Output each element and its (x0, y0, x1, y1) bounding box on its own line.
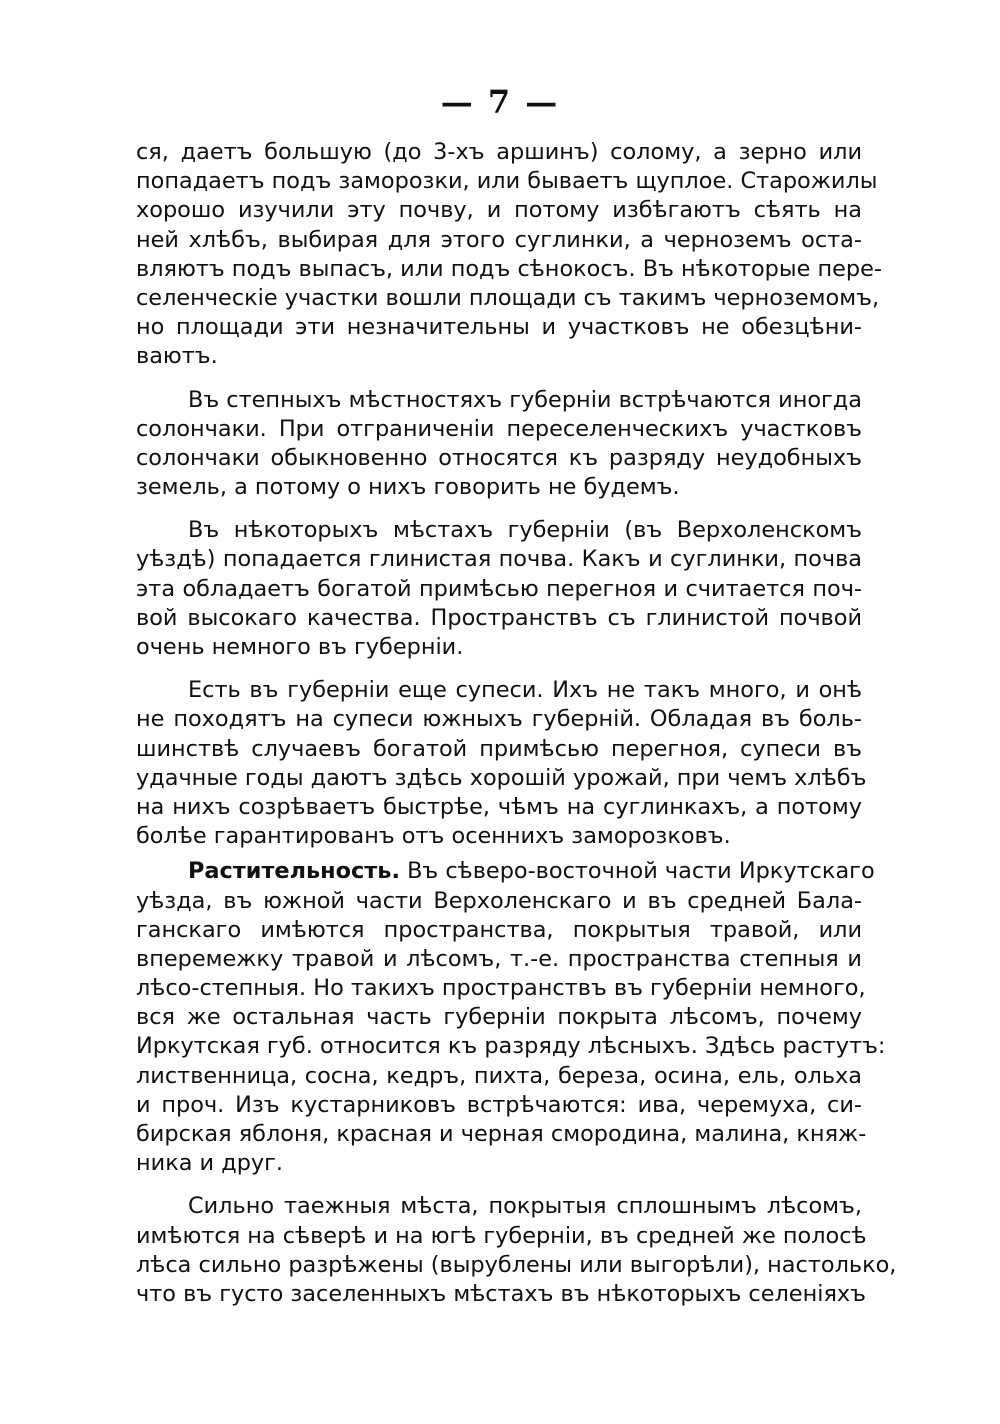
paragraph-1 (136, 138, 882, 372)
text-line: и проч. Изъ кустарниковъ встрѣчаются: ива, черемуха, си- (136, 1091, 862, 1118)
paragraph-3 (136, 516, 862, 662)
text-line: эта обладаетъ богатой примѣсью перегноя и считается поч- (136, 575, 862, 602)
paragraph-vegetation (136, 857, 886, 1178)
text-line: ника и друг. (136, 1150, 284, 1177)
page-number: — 7 — (440, 83, 560, 121)
text-line: Иркутская губ. относится къ разряду лѣсныхъ. Здѣсь растутъ: (136, 1033, 886, 1060)
text-line: на нихъ созрѣваетъ быстрѣе, чѣмъ на суглинкахъ, а потому (136, 793, 862, 820)
text-line: солончаки. При отграниченіи переселенческихъ участковъ (136, 415, 862, 442)
text-line: ся, даетъ большую (до 3-хъ аршинъ) солому, а зерно или (136, 139, 862, 165)
text-line: бирская яблоня, красная и черная смородина, малина, княж- (136, 1121, 867, 1147)
section-heading: Растительность. (188, 858, 400, 885)
text-line: болѣе гарантированъ отъ осеннихъ заморозковъ. (136, 823, 731, 850)
text-line: земель, а потому о нихъ говорить не будемъ. (136, 474, 680, 501)
text-line-rest: Въ сѣверо-восточной части Иркутскаго (399, 858, 875, 885)
paragraph-2 (136, 386, 862, 503)
text-line: вой высокаго качества. Пространствъ съ глинистой почвой (136, 604, 862, 631)
text-line: вся же остальная часть губерніи покрыта лѣсомъ, почему (136, 1004, 862, 1031)
text-line: имѣются на сѣверѣ и на югѣ губерніи, въ средней же полосѣ (136, 1222, 867, 1249)
text-body (136, 138, 897, 1309)
text-line: лѣсо-степныя. Но такихъ пространствъ въ губерніи немного, (136, 975, 866, 1002)
text-line: уѣзда, въ южной части Верхоленскаго и въ средней Бала- (136, 887, 862, 914)
text-line: ней хлѣбъ, выбирая для этого суглинки, а черноземъ оста- (136, 226, 862, 253)
text-line: Въ нѣкоторыхъ мѣстахъ губерніи (въ Верхоленскомъ (188, 517, 862, 544)
text-line (136, 857, 875, 886)
text-line: Въ степныхъ мѣстностяхъ губерніи встрѣчаются иногда (188, 386, 862, 413)
text-line: лѣса сильно разрѣжены (вырублены или выгорѣли), настолько, (136, 1251, 897, 1278)
text-line: очень немного въ губерніи. (136, 634, 464, 660)
text-line: Есть въ губерніи еще супеси. Ихъ не такъ много, и онѣ (188, 677, 862, 704)
text-line: но площади эти незначительны и участковъ не обезцѣни- (136, 314, 862, 341)
text-line: удачные годы даютъ здѣсь хорошій урожай, при чемъ хлѣбъ (136, 764, 867, 791)
text-line: ваютъ. (136, 343, 218, 370)
text-line: что въ густо заселенныхъ мѣстахъ въ нѣкоторыхъ селеніяхъ (136, 1280, 866, 1307)
text-line: хорошо изучили эту почву, и потому избѣгаютъ сѣять на (136, 197, 862, 224)
text-line: не походятъ на супеси южныхъ губерній. Обладая въ боль- (136, 706, 862, 733)
paragraph-6 (136, 1192, 897, 1309)
text-line: селенческіе участки вошли площади съ такимъ черноземомъ, (136, 284, 880, 311)
paragraph-4 (136, 676, 867, 851)
text-line: лиственница, сосна, кедръ, пихта, береза, осина, ель, ольха (136, 1062, 862, 1089)
text-line: попадаетъ подъ заморозки, или бываетъ щуплое. Старожилы (136, 168, 878, 195)
text-line: вперемежку травой и лѣсомъ, т.-е. пространства степныя и (136, 945, 862, 972)
text-line: шинствѣ случаевъ богатой примѣсью перегноя, супеси въ (136, 735, 862, 762)
text-line: ганскаго имѣются пространства, покрытыя травой, или (136, 916, 862, 943)
text-line: солончаки обыкновенно относятся къ разряду неудобныхъ (136, 444, 862, 471)
text-line: уѣздѣ) попадается глинистая почва. Какъ и суглинки, почва (136, 546, 862, 573)
text-line: Сильно таежныя мѣста, покрытыя сплошнымъ лѣсомъ, (188, 1193, 862, 1220)
text-line: вляютъ подъ выпасъ, или подъ сѣнокосъ. Въ нѣкоторые пере- (136, 255, 882, 282)
